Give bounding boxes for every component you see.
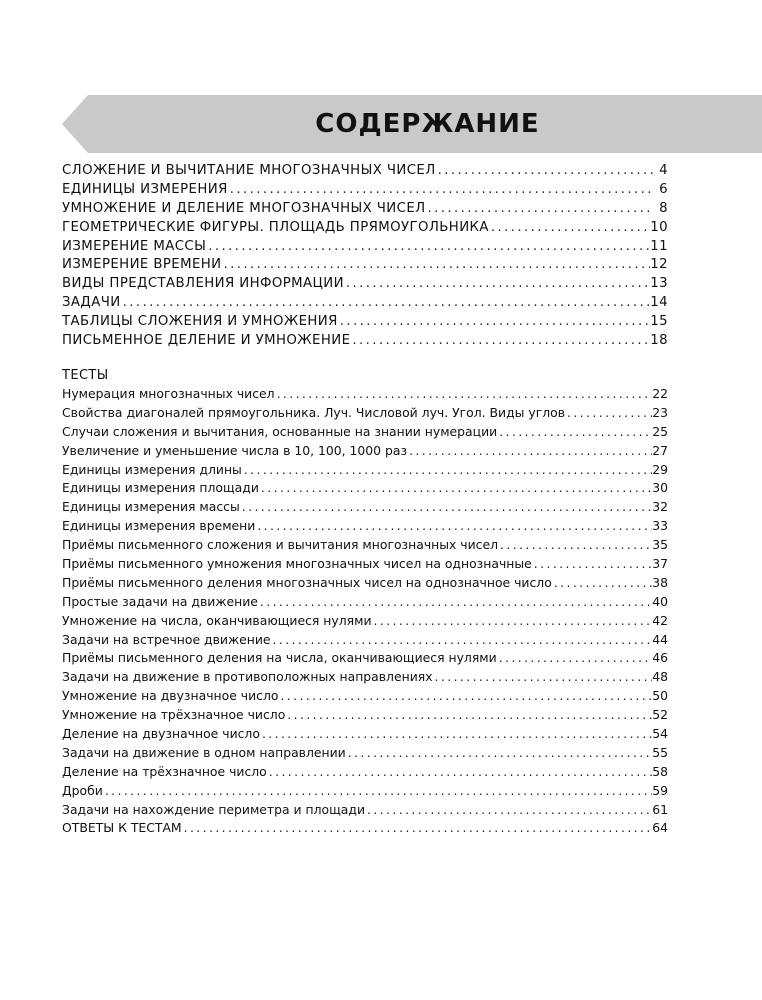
test-entry [62,819,668,838]
page-number: 42 [652,612,668,628]
main-entry [62,200,668,219]
page-number: 33 [652,518,668,534]
dot-leader [372,612,653,631]
main-entry [62,219,668,238]
page-number: 55 [652,744,668,760]
dot-leader [436,162,654,181]
test-entry [62,442,668,461]
entry-title: Умножение на числа, оканчивающиеся нулями [62,612,372,628]
dot-leader [498,536,652,555]
page-number: 61 [652,801,668,817]
entry-title: Деление на двузначное число [62,726,260,742]
main-entry [62,162,668,181]
test-entry [62,744,668,763]
page-number: 15 [650,314,668,330]
dot-leader [426,200,654,219]
entry-title: Задачи на нахождение периметра и площади [62,801,366,817]
entry-title: Единицы измерения массы [62,499,240,515]
entry-title: ИЗМЕРЕНИЕ МАССЫ [62,238,207,254]
entry-title: Единицы измерения длины [62,461,242,477]
test-entry [62,649,668,668]
page-number: 38 [652,574,668,590]
test-entry [62,536,668,555]
entry-title: Случаи сложения и вычитания, основанные на знании нумерации [62,423,498,439]
page-number: 11 [650,238,668,254]
test-entry [62,668,668,687]
main-entry [62,313,668,332]
page-number: 50 [652,688,668,704]
page-number: 25 [652,423,668,439]
dot-leader [258,593,652,612]
dot-leader [552,574,652,593]
tests-section-heading: ТЕСТЫ [62,368,109,383]
main-entry [62,332,668,351]
entry-title: ВИДЫ ПРЕДСТАВЛЕНИЯ ИНФОРМАЦИИ [62,276,344,292]
dot-leader [365,801,652,820]
test-entry [62,687,668,706]
test-entry [62,782,668,801]
page-number: 22 [652,386,668,401]
entry-title: СЛОЖЕНИЕ И ВЫЧИТАНИЕ МНОГОЗНАЧНЫХ ЧИСЕЛ [62,163,436,178]
page-number: 46 [652,650,668,666]
test-entry [62,763,668,782]
dot-leader [285,706,652,725]
entry-title: Умножение на двузначное число [62,688,279,704]
dot-leader [222,256,651,275]
entry-title: Приёмы письменного деления многозначных чисел на однозначное число [62,574,552,590]
test-entry [62,801,668,820]
dot-leader [407,442,652,461]
entry-title: Единицы измерения времени [62,518,256,534]
entry-title: Деление на трёхзначное число [62,763,267,779]
dot-leader [497,423,652,442]
page-number: 12 [650,257,668,273]
dot-leader [260,725,652,744]
dot-leader [255,517,652,536]
page-number: 4 [659,163,668,178]
page-number: 13 [650,276,668,292]
dot-leader [532,555,652,574]
page-number: 14 [650,295,668,311]
page-number: 10 [650,219,668,235]
dot-leader [350,332,650,351]
entry-title: Свойства диагоналей прямоугольника. Луч. Числовой луч. Угол. Виды углов [62,404,566,420]
page-number: 27 [652,442,668,458]
page-number: 44 [652,631,668,647]
test-entry [62,706,668,725]
page-number: 37 [652,556,668,572]
test-entry [62,593,668,612]
dot-leader [565,404,652,423]
test-entry [62,517,668,536]
dot-leader [259,479,652,498]
page-number: 18 [650,333,668,349]
page-number: 59 [652,782,668,798]
dot-leader [433,668,653,687]
title-banner [62,95,762,153]
page-number: 32 [652,499,668,515]
page-number: 30 [652,480,668,496]
entry-title: Задачи на движение в противоположных направлениях [62,669,433,685]
test-entry [62,385,668,404]
page-number: 23 [652,404,668,420]
dot-leader [346,744,652,763]
entry-title: ПИСЬМЕННОЕ ДЕЛЕНИЕ И УМНОЖЕНИЕ [62,333,351,349]
dot-leader [228,181,654,200]
entry-title: Увеличение и уменьшение числа в 10, 100, 1000 раз [62,442,408,458]
page-number: 58 [652,763,668,779]
contents-list-main [62,162,668,351]
page-number: 52 [652,707,668,723]
entry-title: Приёмы письменного умножения многозначных чисел на однозначные [62,556,532,572]
dot-leader [206,238,650,257]
page-number: 64 [652,820,668,836]
test-entry [62,461,668,480]
test-entry [62,612,668,631]
page-number: 35 [652,537,668,553]
dot-leader [489,219,650,238]
test-entry [62,631,668,650]
test-entry [62,479,668,498]
test-entry [62,725,668,744]
page-number: 54 [652,726,668,742]
contents-list-tests [62,385,668,838]
main-entry [62,275,668,294]
page-number: 48 [652,669,668,685]
dot-leader [182,819,653,838]
entry-title: ЗАДАЧИ [62,295,121,311]
entry-title: ГЕОМЕТРИЧЕСКИЕ ФИГУРЫ. ПЛОЩАДЬ ПРЯМОУГОЛЬНИКА [62,219,489,235]
dot-leader [242,461,652,480]
entry-title: ЕДИНИЦЫ ИЗМЕРЕНИЯ [62,181,228,197]
test-entry [62,498,668,517]
dot-leader [271,631,653,650]
entry-title: ТАБЛИЦЫ СЛОЖЕНИЯ И УМНОЖЕНИЯ [62,314,338,330]
dot-leader [338,313,650,332]
page-number: 6 [659,181,668,197]
test-entry [62,423,668,442]
test-entry [62,574,668,593]
main-entry [62,238,668,257]
test-entry [62,404,668,423]
entry-title: ОТВЕТЫ К ТЕСТАМ [62,820,182,836]
page-title: СОДЕРЖАНИЕ [315,109,540,139]
dot-leader [278,687,652,706]
test-entry [62,555,668,574]
page-number: 40 [652,593,668,609]
dot-leader [497,649,653,668]
dot-leader [344,275,650,294]
entry-title: Простые задачи на движение [62,593,258,609]
main-entry [62,181,668,200]
page-number: 29 [652,461,668,477]
entry-title: Приёмы письменного деления на числа, оканчивающиеся нулями [62,650,497,666]
entry-title: Приёмы письменного сложения и вычитания многозначных чисел [62,537,499,553]
entry-title: Задачи на движение в одном направлении [62,744,346,760]
page-number: 8 [659,200,668,216]
dot-leader [240,498,652,517]
entry-title: Единицы измерения площади [62,480,259,496]
dot-leader [275,385,653,404]
entry-title: Задачи на встречное движение [62,631,271,647]
entry-title: ИЗМЕРЕНИЕ ВРЕМЕНИ [62,257,222,273]
entry-title: Умножение на трёхзначное число [62,707,286,723]
dot-leader [267,763,652,782]
main-entry [62,294,668,313]
entry-title: Дроби [62,782,103,798]
entry-title: УМНОЖЕНИЕ И ДЕЛЕНИЕ МНОГОЗНАЧНЫХ ЧИСЕЛ [62,200,426,216]
entry-title: Нумерация многозначных чисел [62,386,275,401]
dot-leader [103,782,652,801]
dot-leader [121,294,651,313]
main-entry [62,256,668,275]
